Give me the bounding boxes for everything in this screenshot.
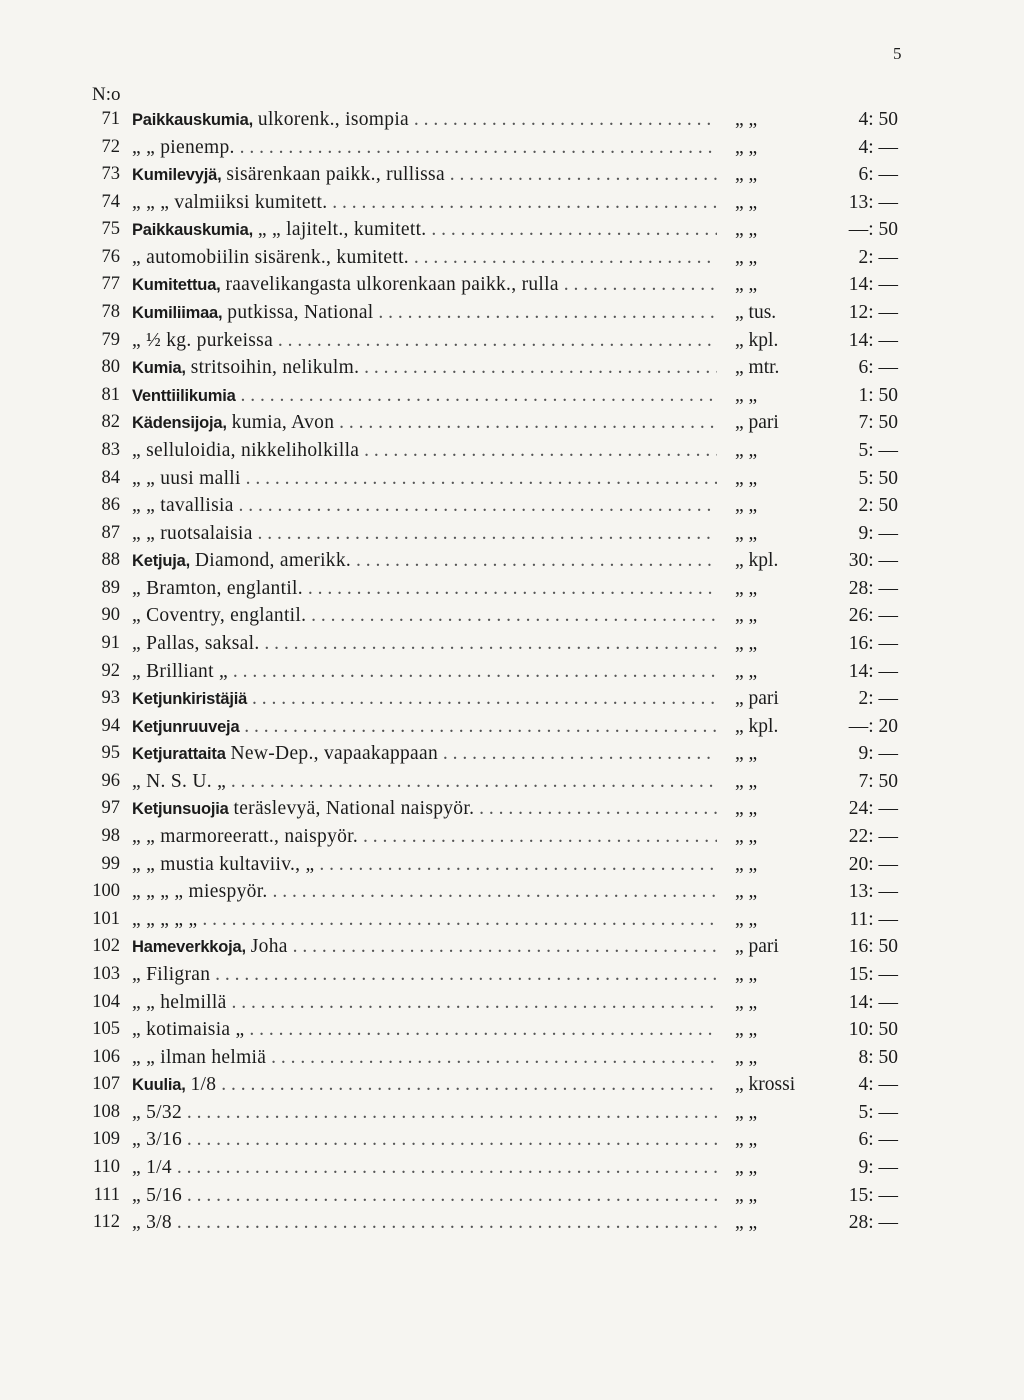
list-item <box>0 658 1024 686</box>
item-number: 96 <box>101 770 120 791</box>
item-description <box>132 244 717 273</box>
item-detail: „ „ ruotsalaisia <box>132 522 253 544</box>
item-price: —: 50 <box>848 219 898 241</box>
item-detail: „ „ „ valmiiksi kumitett. <box>132 191 328 213</box>
item-number: 107 <box>92 1074 120 1095</box>
item-number: 72 <box>101 136 120 157</box>
item-unit: „ „ <box>735 632 758 654</box>
list-item <box>0 244 1024 272</box>
item-price: 15: — <box>848 963 898 985</box>
item-unit: „ „ <box>735 1184 758 1206</box>
item-price: 4: — <box>858 136 898 158</box>
list-item <box>0 1154 1024 1182</box>
item-price: 1: 50 <box>858 384 898 406</box>
page-number: 5 <box>893 44 902 63</box>
list-item <box>0 1044 1024 1072</box>
item-price: 24: — <box>848 798 898 820</box>
item-unit: „ „ <box>735 109 758 130</box>
item-description <box>132 382 717 411</box>
item-description <box>132 851 717 880</box>
item-number: 77 <box>101 274 120 295</box>
item-price: —: 20 <box>848 715 898 737</box>
item-description <box>132 299 717 328</box>
item-number: 88 <box>101 550 120 571</box>
item-number: 86 <box>101 495 120 516</box>
item-detail: Diamond, amerikk. <box>194 550 352 572</box>
list-item <box>0 520 1024 548</box>
item-number: 106 <box>92 1046 120 1067</box>
item-category: Ketjunruuveja <box>132 717 240 736</box>
item-description <box>132 492 717 521</box>
item-detail: „ 5/16 <box>132 1184 182 1206</box>
list-item <box>0 630 1024 658</box>
item-category: Kumitettua, <box>132 276 221 295</box>
item-number: 81 <box>101 384 120 405</box>
item-price: 13: — <box>848 881 898 903</box>
list-item <box>0 409 1024 437</box>
item-detail: „ 3/16 <box>132 1129 182 1151</box>
item-detail: „ „ „ „ „ <box>132 908 198 930</box>
list-item <box>0 465 1024 493</box>
item-detail: New-Dep., vapaakappaan <box>230 743 439 765</box>
item-number: 89 <box>101 577 120 598</box>
item-price: 16: — <box>848 632 898 654</box>
item-unit: „ „ <box>735 743 758 765</box>
item-unit: „ „ <box>735 1019 758 1041</box>
item-price: 2: 50 <box>858 495 898 517</box>
item-price: 28: — <box>848 577 898 599</box>
item-detail: „ 1/4 <box>132 1156 172 1178</box>
item-unit: „ „ <box>735 495 758 517</box>
item-description <box>132 740 717 769</box>
item-detail: „ 5/32 <box>132 1101 182 1123</box>
item-price: 7: 50 <box>858 770 898 792</box>
item-unit: „ „ <box>735 660 758 682</box>
item-detail: „ Filigran <box>132 963 211 985</box>
item-detail: putkissa, National <box>227 302 374 324</box>
item-price: 15: — <box>848 1184 898 1206</box>
item-category: Kumiliimaa, <box>132 304 223 323</box>
item-detail: „ „ lajitelt., kumitett. <box>257 219 427 241</box>
item-description <box>132 216 717 245</box>
item-price: 14: — <box>848 274 898 296</box>
item-detail: „ automobiilin sisärenk., kumitett. <box>132 246 409 268</box>
item-description <box>132 658 717 687</box>
item-description <box>132 547 717 576</box>
item-detail: „ „ mustia kultaviiv., „ <box>132 853 315 875</box>
item-price: 5: — <box>858 1101 898 1123</box>
item-number: 111 <box>93 1184 120 1205</box>
item-detail: „ „ pienemp. <box>132 136 235 158</box>
item-detail: kumia, Avon <box>231 412 335 434</box>
item-number: 75 <box>101 219 120 240</box>
item-detail: „ Brilliant „ <box>132 660 228 682</box>
list-item <box>0 437 1024 465</box>
item-detail: „ selluloidia, nikkeliholkilla <box>132 439 360 461</box>
item-description <box>132 575 717 604</box>
item-detail: „ „ marmoreeratt., naispyör. <box>132 826 359 848</box>
item-description <box>132 961 717 990</box>
item-category: Ketjunsuojia <box>132 800 229 819</box>
item-unit: „ „ <box>735 1212 758 1234</box>
item-price: 8: 50 <box>858 1046 898 1068</box>
item-detail: Joha <box>250 936 288 958</box>
item-description <box>132 933 717 962</box>
list-item <box>0 823 1024 851</box>
item-description <box>132 989 717 1018</box>
item-detail: „ Bramton, englantil. <box>132 577 303 599</box>
item-price: 6: — <box>858 164 898 186</box>
item-number: 82 <box>101 412 120 433</box>
item-number: 92 <box>101 660 120 681</box>
item-unit: „ „ <box>735 853 758 875</box>
list-item <box>0 878 1024 906</box>
list-item <box>0 906 1024 934</box>
list-item <box>0 106 1024 134</box>
item-price: 2: — <box>858 246 898 268</box>
item-detail: „ „ „ „ miespyör. <box>132 881 268 903</box>
item-description <box>132 520 717 549</box>
item-description <box>132 823 717 852</box>
item-detail: „ 3/8 <box>132 1212 172 1234</box>
item-description <box>132 271 717 300</box>
item-unit: „ „ <box>735 1129 758 1151</box>
number-column-header: N:o <box>92 84 121 105</box>
item-unit: „ kpl. <box>735 715 779 737</box>
item-price: 6: — <box>858 357 898 379</box>
item-unit: „ „ <box>735 908 758 930</box>
item-description <box>132 768 717 797</box>
item-unit: „ pari <box>735 412 779 434</box>
item-price: 14: — <box>848 329 898 351</box>
item-category: Kumia, <box>132 359 186 378</box>
list-item <box>0 1126 1024 1154</box>
item-description <box>132 685 717 714</box>
item-description <box>132 1071 717 1100</box>
item-price: 14: — <box>848 660 898 682</box>
list-item <box>0 327 1024 355</box>
item-price: 2: — <box>858 688 898 710</box>
item-number: 95 <box>101 743 120 764</box>
item-price: 16: 50 <box>848 936 898 958</box>
list-item <box>0 1182 1024 1210</box>
item-price: 26: — <box>848 605 898 627</box>
item-category: Ketjunkiristäjiä <box>132 690 248 709</box>
list-item <box>0 547 1024 575</box>
item-number: 74 <box>101 191 120 212</box>
item-unit: „ pari <box>735 688 779 710</box>
item-description <box>132 189 717 218</box>
item-category: Paikkauskumia, <box>132 221 254 240</box>
item-number: 109 <box>92 1129 120 1150</box>
item-price: 30: — <box>848 550 898 572</box>
item-category: Kuulia, <box>132 1076 186 1095</box>
item-number: 90 <box>101 605 120 626</box>
list-item <box>0 851 1024 879</box>
item-number: 100 <box>92 881 120 902</box>
list-item <box>0 382 1024 410</box>
item-unit: „ tus. <box>735 302 777 324</box>
list-item <box>0 795 1024 823</box>
item-detail: „ „ tavallisia <box>132 495 234 517</box>
item-description <box>132 1016 717 1045</box>
item-description <box>132 327 717 356</box>
item-description <box>132 602 717 631</box>
item-number: 87 <box>101 522 120 543</box>
list-item <box>0 299 1024 327</box>
item-unit: „ „ <box>735 384 758 406</box>
item-description <box>132 878 717 907</box>
item-price: 6: — <box>858 1129 898 1151</box>
item-description <box>132 134 717 163</box>
item-number: 108 <box>92 1101 120 1122</box>
item-number: 94 <box>101 715 120 736</box>
item-number: 97 <box>101 798 120 819</box>
item-detail: ulkorenk., isompia <box>257 109 409 130</box>
item-unit: „ „ <box>735 164 758 186</box>
item-description <box>132 1209 717 1238</box>
list-item <box>0 161 1024 189</box>
item-unit: „ „ <box>735 770 758 792</box>
item-unit: „ „ <box>735 1046 758 1068</box>
price-list <box>0 106 1024 1237</box>
item-category: Ketjuja, <box>132 552 190 571</box>
item-number: 103 <box>92 963 120 984</box>
list-item <box>0 216 1024 244</box>
item-detail: „ „ uusi malli <box>132 467 241 489</box>
item-number: 112 <box>92 1212 120 1233</box>
item-description <box>132 1044 717 1073</box>
item-detail: „ kotimaisia „ <box>132 1019 245 1041</box>
list-item <box>0 271 1024 299</box>
item-price: 9: — <box>858 1156 898 1178</box>
item-number: 110 <box>92 1156 120 1177</box>
item-detail: teräslevyä, National naispyör. <box>233 798 475 820</box>
item-price: 14: — <box>848 991 898 1013</box>
list-item <box>0 1071 1024 1099</box>
item-unit: „ „ <box>735 881 758 903</box>
item-unit: „ kpl. <box>735 329 779 351</box>
item-category: Kädensijoja, <box>132 414 227 433</box>
item-number: 83 <box>101 439 120 460</box>
item-number: 84 <box>101 467 120 488</box>
item-unit: „ „ <box>735 467 758 489</box>
item-number: 71 <box>101 109 120 129</box>
list-item <box>0 989 1024 1017</box>
item-description <box>132 161 717 190</box>
item-unit: „ „ <box>735 963 758 985</box>
item-description <box>132 437 717 466</box>
list-item <box>0 961 1024 989</box>
item-detail: 1/8 <box>190 1074 217 1096</box>
item-unit: „ „ <box>735 826 758 848</box>
item-detail: raavelikangasta ulkorenkaan paikk., rulla <box>225 274 559 296</box>
item-price: 4: — <box>858 1074 898 1096</box>
item-price: 13: — <box>848 191 898 213</box>
item-price: 4: 50 <box>858 109 898 130</box>
item-category: Ketjurattaita <box>132 745 226 764</box>
item-unit: „ kpl. <box>735 550 779 572</box>
item-detail: stritsoihin, nelikulm. <box>190 357 360 379</box>
list-item <box>0 189 1024 217</box>
item-unit: „ „ <box>735 798 758 820</box>
item-price: 5: — <box>858 439 898 461</box>
item-description <box>132 106 717 135</box>
item-description <box>132 795 717 824</box>
list-item <box>0 1099 1024 1127</box>
item-category: Hameverkkoja, <box>132 938 246 957</box>
item-unit: „ „ <box>735 577 758 599</box>
item-detail: „ Coventry, englantil. <box>132 605 307 627</box>
item-detail: „ „ helmillä <box>132 991 227 1013</box>
list-item <box>0 134 1024 162</box>
item-detail: „ Pallas, saksal. <box>132 632 260 654</box>
item-number: 73 <box>101 164 120 185</box>
item-description <box>132 1099 717 1128</box>
item-description <box>132 409 717 438</box>
item-detail: „ N. S. U. „ <box>132 770 227 792</box>
item-price: 28: — <box>848 1212 898 1234</box>
item-number: 101 <box>92 908 120 929</box>
item-category: Paikkauskumia, <box>132 111 254 129</box>
item-number: 76 <box>101 246 120 267</box>
list-item <box>0 575 1024 603</box>
item-unit: „ „ <box>735 991 758 1013</box>
item-description <box>132 630 717 659</box>
item-detail: „ „ ilman helmiä <box>132 1046 267 1068</box>
item-number: 80 <box>101 357 120 378</box>
item-detail: „ ½ kg. purkeissa <box>132 329 274 351</box>
list-item <box>0 713 1024 741</box>
item-category: Kumilevyjä, <box>132 166 222 185</box>
item-price: 9: — <box>858 743 898 765</box>
item-unit: „ krossi <box>735 1074 796 1096</box>
list-item <box>0 492 1024 520</box>
item-number: 104 <box>92 991 120 1012</box>
item-description <box>132 1126 717 1155</box>
item-price: 11: — <box>849 908 898 930</box>
list-item <box>0 685 1024 713</box>
item-unit: „ „ <box>735 522 758 544</box>
item-unit: „ „ <box>735 191 758 213</box>
item-price: 12: — <box>848 302 898 324</box>
item-price: 9: — <box>858 522 898 544</box>
item-unit: „ mtr. <box>735 357 780 379</box>
item-price: 10: 50 <box>848 1019 898 1041</box>
list-item <box>0 602 1024 630</box>
item-number: 99 <box>101 853 120 874</box>
item-detail: sisärenkaan paikk., rullissa <box>226 164 445 186</box>
item-description <box>132 1182 717 1211</box>
item-price: 5: 50 <box>858 467 898 489</box>
item-price: 20: — <box>848 853 898 875</box>
item-description <box>132 1154 717 1183</box>
item-unit: „ „ <box>735 1156 758 1178</box>
item-unit: „ „ <box>735 274 758 296</box>
item-unit: „ „ <box>735 246 758 268</box>
item-unit: „ „ <box>735 1101 758 1123</box>
item-unit: „ „ <box>735 605 758 627</box>
item-price: 7: 50 <box>858 412 898 434</box>
list-item <box>0 740 1024 768</box>
item-description <box>132 465 717 494</box>
item-number: 105 <box>92 1019 120 1040</box>
item-unit: „ „ <box>735 439 758 461</box>
list-item <box>0 768 1024 796</box>
item-description <box>132 906 717 935</box>
item-number: 91 <box>101 632 120 653</box>
list-item <box>0 354 1024 382</box>
item-price: 22: — <box>848 826 898 848</box>
item-unit: „ „ <box>735 219 758 241</box>
item-description <box>132 713 717 742</box>
item-unit: „ „ <box>735 136 758 158</box>
item-number: 93 <box>101 688 120 709</box>
list-item <box>0 1016 1024 1044</box>
item-number: 78 <box>101 302 120 323</box>
item-unit: „ pari <box>735 936 779 958</box>
list-item <box>0 1209 1024 1237</box>
item-number: 102 <box>92 936 120 957</box>
item-number: 98 <box>101 826 120 847</box>
item-description <box>132 354 717 383</box>
item-category: Venttiilikumia <box>132 386 236 405</box>
list-item <box>0 933 1024 961</box>
item-number: 79 <box>101 329 120 350</box>
